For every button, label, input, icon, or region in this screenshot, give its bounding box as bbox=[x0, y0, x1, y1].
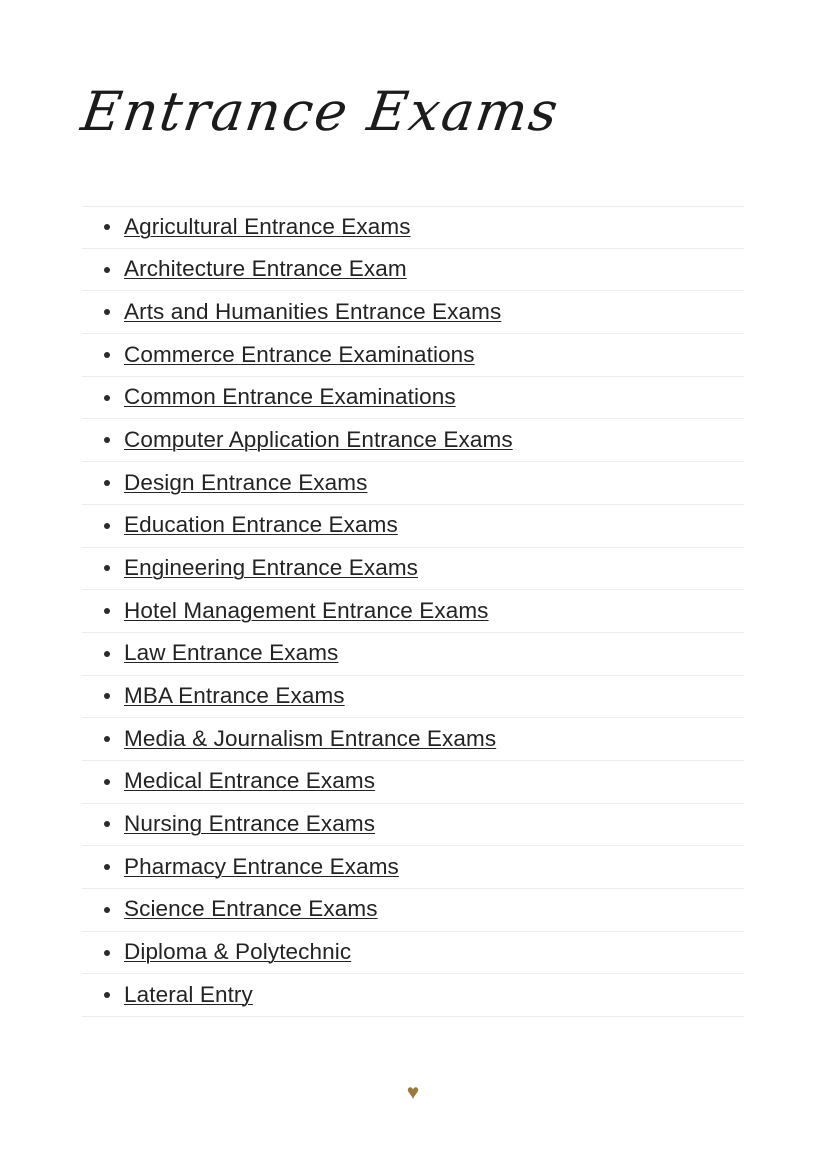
heart-icon: ♥ bbox=[406, 1081, 420, 1104]
exam-link[interactable]: Education Entrance Exams bbox=[124, 512, 398, 538]
page-footer bbox=[82, 1044, 744, 1104]
list-item[interactable] bbox=[82, 590, 744, 633]
list-item[interactable] bbox=[82, 334, 744, 377]
list-item[interactable] bbox=[82, 974, 744, 1017]
exam-list bbox=[82, 206, 744, 1017]
exam-link[interactable]: Lateral Entry bbox=[124, 981, 253, 1007]
exam-link[interactable]: Architecture Entrance Exam bbox=[124, 256, 407, 282]
bullet-icon bbox=[104, 736, 110, 742]
bullet-icon bbox=[104, 395, 110, 401]
bullet-icon bbox=[104, 992, 110, 998]
list-item[interactable] bbox=[82, 889, 744, 932]
bullet-icon bbox=[104, 693, 110, 699]
list-item[interactable] bbox=[82, 932, 744, 975]
exam-link[interactable]: Law Entrance Exams bbox=[124, 640, 339, 666]
bullet-icon bbox=[104, 437, 110, 443]
list-item[interactable] bbox=[82, 804, 744, 847]
exam-link[interactable]: Medical Entrance Exams bbox=[124, 768, 376, 794]
exam-link[interactable]: MBA Entrance Exams bbox=[124, 683, 345, 709]
bullet-icon bbox=[104, 950, 110, 956]
bullet-icon bbox=[104, 523, 110, 529]
exam-link[interactable]: Agricultural Entrance Exams bbox=[124, 213, 411, 239]
list-item[interactable] bbox=[82, 291, 744, 334]
list-item[interactable] bbox=[82, 249, 744, 292]
list-item[interactable] bbox=[82, 505, 744, 548]
bullet-icon bbox=[104, 309, 110, 315]
bullet-icon bbox=[104, 352, 110, 358]
list-item[interactable] bbox=[82, 846, 744, 889]
list-item[interactable] bbox=[82, 548, 744, 591]
bullet-icon bbox=[104, 224, 110, 230]
exam-link[interactable]: Science Entrance Exams bbox=[124, 896, 378, 922]
list-item[interactable] bbox=[82, 761, 744, 804]
bullet-icon bbox=[104, 651, 110, 657]
exam-link[interactable]: Nursing Entrance Exams bbox=[124, 811, 376, 837]
bullet-icon bbox=[104, 907, 110, 913]
bullet-icon bbox=[104, 565, 110, 571]
bullet-icon bbox=[104, 608, 110, 614]
exam-link[interactable]: Media & Journalism Entrance Exams bbox=[124, 725, 497, 751]
list-item[interactable] bbox=[82, 676, 744, 719]
exam-link[interactable]: Design Entrance Exams bbox=[124, 469, 368, 495]
bullet-icon bbox=[104, 480, 110, 486]
exam-link[interactable]: Hotel Management Entrance Exams bbox=[124, 597, 489, 623]
exam-link[interactable]: Commerce Entrance Examinations bbox=[124, 341, 475, 367]
list-item[interactable] bbox=[82, 462, 744, 505]
exam-list-section bbox=[82, 206, 744, 1017]
list-item[interactable] bbox=[82, 718, 744, 761]
exam-link[interactable]: Pharmacy Entrance Exams bbox=[124, 853, 399, 879]
list-item[interactable] bbox=[82, 377, 744, 420]
exam-link[interactable]: Engineering Entrance Exams bbox=[124, 554, 419, 580]
exam-link[interactable]: Arts and Humanities Entrance Exams bbox=[124, 298, 502, 324]
list-item[interactable] bbox=[82, 419, 744, 462]
bullet-icon bbox=[104, 267, 110, 273]
page-title: Entrance Exams bbox=[77, 80, 564, 144]
list-item[interactable] bbox=[82, 206, 744, 249]
exam-link[interactable]: Computer Application Entrance Exams bbox=[124, 426, 513, 452]
list-item[interactable] bbox=[82, 633, 744, 676]
exam-link[interactable]: Common Entrance Examinations bbox=[124, 384, 456, 410]
bullet-icon bbox=[104, 864, 110, 870]
bullet-icon bbox=[104, 821, 110, 827]
bullet-icon bbox=[104, 779, 110, 785]
exam-link[interactable]: Diploma & Polytechnic bbox=[124, 939, 352, 965]
